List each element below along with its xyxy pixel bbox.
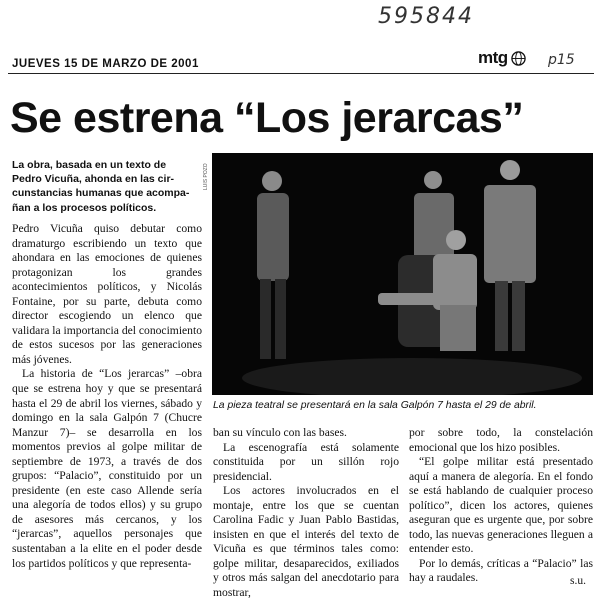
body-column-2 <box>213 426 399 601</box>
body-paragraph: Los actores involucrados en el montaje, entre los que se cuentan Carolina Fadic y Juan Pablo Bastidas, insisten en que el interés del texto de Vicuña es que términos tales como: golpe militar, desaparecidos, exiliados y otros más salgan del anecdotario para mostrar, <box>213 484 399 600</box>
dateline: JUEVES 15 DE MARZO DE 2001 <box>12 58 199 70</box>
body-paragraph: “El golpe militar está presentado aquí a manera de alegoría. En el fondo se está hablando de cualquier proceso político”, dicen los actores, quienes aseguran que es urgente que, por sobre todo, las nuevas generaciones lleguen a entender esto. <box>409 455 593 556</box>
logo-text: mtg <box>478 48 508 67</box>
body-column-3 <box>409 426 593 586</box>
body-column-1 <box>12 222 202 571</box>
body-paragraph: por sobre todo, la constelación emocional que los hizo posibles. <box>409 426 593 454</box>
lead-line: cunstancias humanas que acompa- <box>12 187 190 200</box>
photo-caption: La pieza teatral se presentará en la sala Galpón 7 hasta el 29 de abril. <box>213 400 537 411</box>
publication-logo <box>478 48 526 68</box>
header-rule <box>8 73 594 74</box>
body-paragraph: La escenografía está solamente constituida por un sillón rojo presidencial. <box>213 440 399 483</box>
author-signature: s.u. <box>570 575 586 587</box>
actors-photo-image <box>212 153 593 395</box>
body-paragraph: Pedro Vicuña quiso debutar como dramaturgo escribiendo un texto que ahondara en las emociones de quienes protagonizan los grandes acontecimientos políticos, y Nicolás Fontaine, por su parte, debuta como director escogiendo un elenco que validara la importancia del conocimiento de estos sucesos por las generaciones más jóvenes. <box>12 222 202 366</box>
lead-paragraph <box>12 158 202 215</box>
lead-line: La obra, basada en un texto de <box>12 159 167 171</box>
body-paragraph: La historia de “Los jerarcas” –obra que se estrena hoy y que se presentará hasta el 29 de abril los viernes, sábado y domingo en la sala Galpón 7 (Chucre Manzur 7)– se desarrolla en los momentos previos al golpe militar de septiembre de 1973, a través de dos grupos: “Palacio”, constituido por un presidente (en este caso Allende sería una alegoría de todos ellos) y su grupo de asesores más cercanos, y los “jerarcas”, aquellos personajes que sustentaban a la elite en el poder desde los partidos políticos y que representa- <box>12 367 202 570</box>
stage-photo <box>212 153 593 395</box>
photo-credit: LUIS POZO <box>203 163 209 190</box>
handwritten-number: 595844 <box>378 4 474 29</box>
handwritten-page: p15 <box>548 52 575 68</box>
body-paragraph: Por lo demás, críticas a “Palacio” las hay a raudales. <box>409 556 593 585</box>
globe-icon <box>511 51 526 66</box>
body-paragraph: ban su vínculo con las bases. <box>213 426 347 439</box>
lead-line: Pedro Vicuña, ahonda en las cir- <box>12 173 175 186</box>
headline: Se estrena “Los jerarcas” <box>10 94 524 142</box>
lead-line: ñan a los procesos políticos. <box>12 201 157 214</box>
